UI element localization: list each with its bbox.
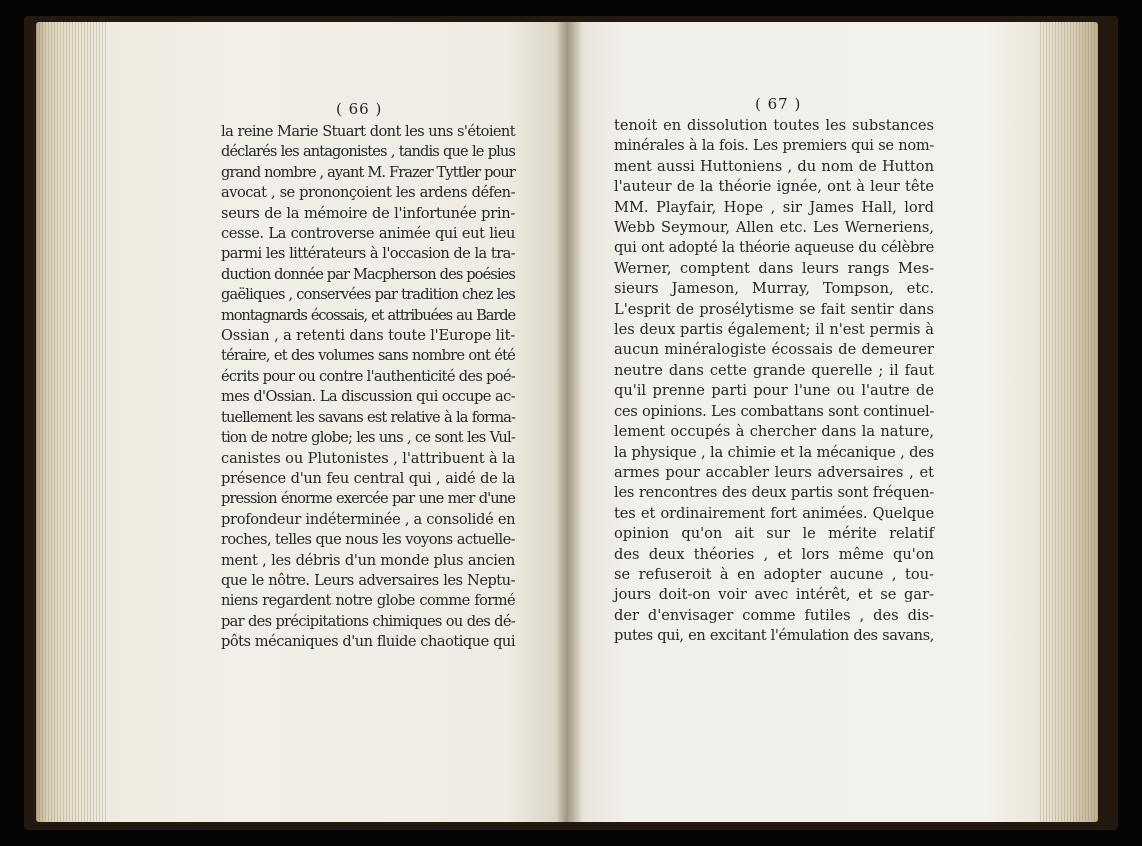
text-line: l'auteur de la théorie ignée, ont à leur tête — [614, 178, 934, 196]
text-line: déclarés les antagonistes , tandis que le plus — [221, 143, 515, 161]
text-line: tuellement les savans est relative à la forma- — [221, 408, 515, 426]
text-line: mes d'Ossian. La discussion qui occupe ac- — [221, 388, 515, 406]
text-line: sieurs Jameson, Murray, Tompson, etc. — [614, 280, 934, 298]
text-line: gaëliques , conservées par tradition chez les — [221, 286, 515, 304]
text-line: niens regardent notre globe comme formé — [221, 592, 515, 610]
text-line: cesse. La controverse animée qui eut lieu — [221, 225, 515, 243]
text-line: opinion qu'on ait sur le mérite relatif — [614, 525, 934, 543]
text-line: grand nombre , ayant M. Frazer Tyttler pour — [221, 163, 515, 181]
text-line: Werner, comptent dans leurs rangs Mes- — [614, 259, 934, 277]
text-line: tes et ordinairement fort animées. Quelque — [614, 504, 934, 522]
text-line: la reine Marie Stuart dont les uns s'étoient — [221, 123, 515, 140]
text-line: la physique , la chimie et la mécanique , des — [614, 443, 934, 461]
text-line: tion de notre globe; les uns , ce sont les Vul- — [221, 429, 515, 447]
right-page-text — [614, 116, 934, 647]
text-line: der d'envisager comme futiles , des dis- — [614, 606, 934, 624]
text-line: canistes ou Plutonistes , l'attribuent à la — [221, 449, 516, 467]
text-line: parmi les littérateurs à l'occasion de la tra- — [221, 245, 515, 263]
text-line: par des précipitations chimiques ou des dé- — [221, 612, 515, 630]
text-line: des deux théories , et lors même qu'on — [614, 545, 934, 563]
text-line: roches, telles que nous les voyons actuelle- — [221, 531, 515, 549]
text-line: putes qui, en excitant l'émulation des savans, — [614, 627, 934, 645]
text-line: MM. Playfair, Hope , sir James Hall, lord — [614, 198, 934, 216]
text-line: duction donnée par Macpherson des poésies — [221, 265, 515, 283]
text-line: armes pour accabler leurs adversaires , et — [614, 463, 934, 481]
text-line: Webb Seymour, Allen etc. Les Werneriens, — [614, 219, 934, 237]
text-line: écrits pour ou contre l'authenticité des poé- — [221, 367, 515, 385]
text-line: qu'il prenne parti pour l'une ou l'autre de — [614, 382, 934, 400]
text-line: jours doit-on voir avec intérêt, et se gar- — [614, 586, 934, 604]
text-line: Ossian , a retenti dans toute l'Europe lit- — [221, 327, 515, 345]
text-line: pression énorme exercée par une mer d'une — [221, 490, 515, 508]
text-line: montagnards écossais, et attribuées au Barde — [221, 306, 515, 324]
right-page-number: ( 67 ) — [755, 95, 802, 113]
text-line: les rencontres des deux partis sont fréquen- — [614, 484, 934, 502]
left-page — [36, 22, 568, 822]
text-line: L'esprit de prosélytisme se fait sentir dans — [614, 300, 934, 318]
right-page — [568, 22, 1098, 822]
text-line: les deux partis également; il n'est permis à — [614, 321, 934, 339]
text-line: pôts mécaniques d'un fluide chaotique qui — [221, 633, 515, 651]
text-line: aucun minéralogiste écossais de demeurer — [614, 341, 934, 359]
text-line: ces opinions. Les combattans sont continuel- — [614, 402, 934, 420]
left-page-text — [221, 122, 515, 653]
text-line: profondeur indéterminée , a consolidé en — [221, 510, 516, 528]
text-line: se refuseroit à en adopter aucune , tou- — [614, 565, 934, 583]
left-page-number: ( 66 ) — [336, 100, 383, 118]
text-line: qui ont adopté la théorie aqueuse du célèbre — [614, 239, 934, 257]
text-line: tenoit en dissolution toutes les substances — [614, 117, 934, 134]
text-line: présence d'un feu central qui , aidé de la — [221, 469, 515, 487]
text-line: que le nôtre. Leurs adversaires les Neptu- — [221, 571, 515, 589]
text-line: avocat , se prononçoient les ardens défen- — [221, 184, 515, 202]
text-line: minérales à la fois. Les premiers qui se nom- — [614, 137, 934, 155]
text-line: neutre dans cette grande querelle ; il faut — [614, 361, 934, 379]
text-line: ment , les débris d'un monde plus ancien — [221, 551, 515, 569]
text-line: lement occupés à chercher dans la nature, — [614, 423, 934, 441]
text-line: téraire, et des volumes sans nombre ont été — [221, 347, 515, 365]
text-line: seurs de la mémoire de l'infortunée prin- — [221, 204, 515, 222]
text-line: ment aussi Huttoniens , du nom de Hutton — [614, 157, 934, 175]
